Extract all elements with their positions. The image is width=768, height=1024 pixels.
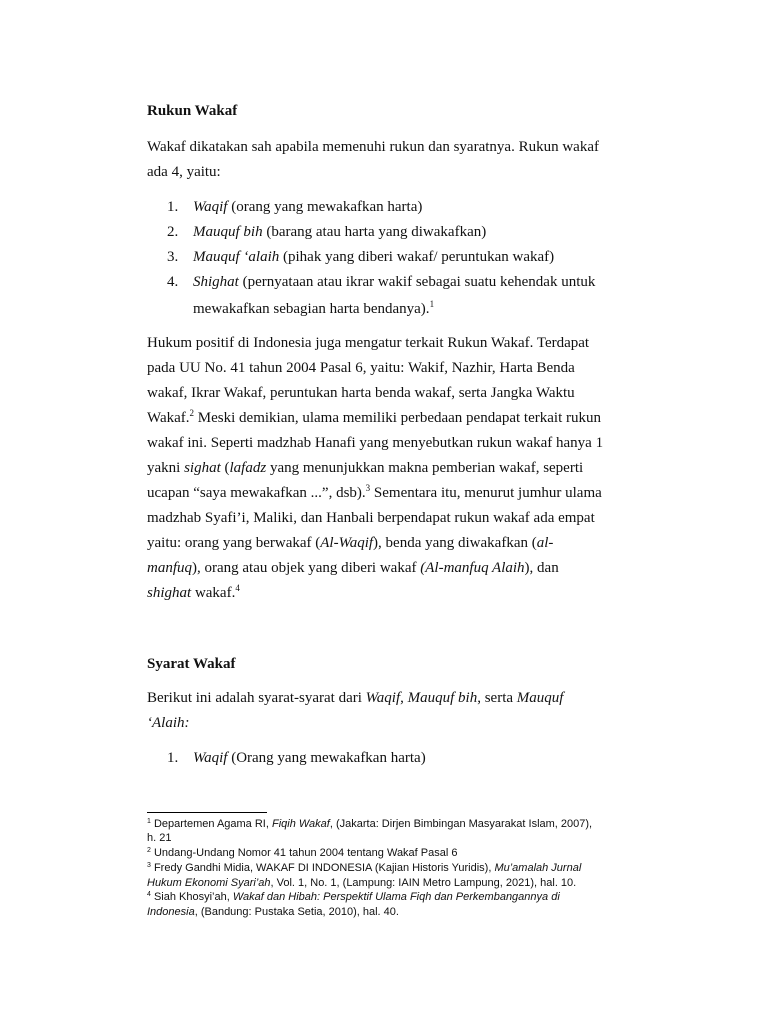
footnote-marker: 1 xyxy=(147,818,151,825)
paragraph-line: pada UU No. 41 tahun 2004 Pasal 6, yaitu: Wakif, Nazhir, Harta Benda xyxy=(147,360,575,376)
paragraph-line xyxy=(147,461,583,476)
list-item xyxy=(193,275,595,290)
list-term: Shighat xyxy=(193,274,239,290)
text-run: yakni xyxy=(147,460,185,476)
list-term: Mauquf ‘alaih xyxy=(193,249,280,265)
section-heading-syarat: Syarat Wakaf xyxy=(147,656,236,672)
text-run: yaitu: orang yang berwakaf ( xyxy=(147,535,321,551)
italic-term: Mauquf xyxy=(516,690,564,706)
italic-term: manfuq xyxy=(147,560,192,576)
footnote-marker: 2 xyxy=(147,847,151,854)
italic-term: Wakaf dan Hibah: Perspektif Ulama Fiqh dan Perkembangannya di xyxy=(232,891,560,903)
italic-term: Mu’amalah Jurnal xyxy=(494,862,582,874)
list-item-continuation xyxy=(193,299,435,317)
text-run: Berikut ini adalah syarat-syarat dari xyxy=(147,690,366,706)
italic-term: Fiqih Wakaf xyxy=(271,818,330,830)
text-run: Fredy Gandhi Midia, WAKAF DI INDONESIA (Kajian Historis Yuridis), xyxy=(150,862,495,874)
text-run: , (Bandung: Pustaka Setia, 2010), hal. 40. xyxy=(194,906,399,918)
text-run: ), benda yang diwakafkan ( xyxy=(373,535,537,551)
text-run: ucapan “saya mewakafkan ...”, dsb). xyxy=(147,485,366,501)
italic-term: Mauquf bih xyxy=(407,690,478,706)
paragraph-line xyxy=(147,583,240,601)
footnote-1 xyxy=(147,819,592,830)
list-text: (Orang yang mewakafkan harta) xyxy=(227,750,426,766)
italic-term: lafadz xyxy=(229,460,267,476)
paragraph-line: madzhab Syafi’i, Maliki, dan Hanbali berpendapat rukun wakaf ada empat xyxy=(147,510,595,526)
footnote-separator xyxy=(147,812,267,813)
list-item xyxy=(193,200,422,215)
text-run: wakaf. xyxy=(191,585,236,601)
paragraph-line: Wakaf dikatakan sah apabila memenuhi rukun dan syaratnya. Rukun wakaf xyxy=(147,139,599,155)
italic-term: sighat xyxy=(184,460,221,476)
list-text: (pernyataan atau ikrar wakif sebagai suatu kehendak untuk xyxy=(238,274,596,290)
paragraph-line: Hukum positif di Indonesia juga mengatur terkait Rukun Wakaf. Terdapat xyxy=(147,335,590,351)
footnote-ref[interactable]: 1 xyxy=(429,299,435,309)
list-term: Mauquf bih xyxy=(193,224,263,240)
list-item xyxy=(193,225,486,240)
paragraph-line xyxy=(147,483,602,501)
list-number: 2. xyxy=(167,224,179,240)
paragraph-line xyxy=(147,536,553,551)
footnote-1-continuation: h. 21 xyxy=(147,832,172,844)
list-item xyxy=(193,250,554,265)
list-number: 1. xyxy=(167,199,179,215)
text-run: , serta xyxy=(477,690,517,706)
paragraph-line xyxy=(147,561,559,576)
text-run: , Vol. 1, No. 1, (Lampung: IAIN Metro Lampung, 2021), hal. 10. xyxy=(270,877,577,889)
list-text: (pihak yang diberi wakaf/ peruntukan wakaf) xyxy=(279,249,555,265)
footnote-marker: 3 xyxy=(147,862,151,869)
footnote-ref[interactable]: 3 xyxy=(365,483,371,493)
list-item xyxy=(193,751,426,766)
italic-term: al- xyxy=(536,535,554,551)
italic-term: (Al-manfuq Alaih xyxy=(420,560,525,576)
list-text: (orang yang mewakafkan harta) xyxy=(227,199,423,215)
footnote-marker: 4 xyxy=(147,891,151,898)
text-run: Departemen Agama RI, xyxy=(150,818,272,830)
italic-term: Hukum Ekonomi Syari’ah xyxy=(147,877,271,889)
footnote-2 xyxy=(147,848,457,859)
paragraph-line xyxy=(147,691,563,706)
italic-term: Al-Waqif xyxy=(320,535,374,551)
footnote-4 xyxy=(147,892,560,903)
text-run: Sementara itu, menurut jumhur ulama xyxy=(370,485,602,501)
list-term: Waqif xyxy=(193,199,228,215)
paragraph-line xyxy=(147,408,601,426)
footnote-3-continuation xyxy=(147,878,576,889)
section-heading-rukun: Rukun Wakaf xyxy=(147,103,238,119)
italic-term: Waqif xyxy=(365,690,401,706)
text-run: Meski demikian, ulama memiliki perbedaan pendapat terkait rukun xyxy=(194,410,601,426)
footnote-4-continuation xyxy=(147,907,399,918)
list-number: 3. xyxy=(167,249,179,265)
text-run: , xyxy=(400,690,408,706)
text-run: ), dan xyxy=(524,560,559,576)
text-run: , (Jakarta: Dirjen Bimbingan Masyarakat Islam, 2007), xyxy=(329,818,593,830)
paragraph-line xyxy=(147,716,190,731)
list-text: (barang atau harta yang diwakafkan) xyxy=(262,224,487,240)
italic-term: Indonesia xyxy=(147,906,195,918)
list-text: mewakafkan sebagian harta bendanya). xyxy=(193,301,430,317)
list-number: 4. xyxy=(167,274,179,290)
text-run: ), orang atau objek yang diberi wakaf xyxy=(192,560,421,576)
text-run: Undang-Undang Nomor 41 tahun 2004 tentang Wakaf Pasal 6 xyxy=(150,847,458,859)
list-term: Waqif xyxy=(193,750,228,766)
text-run: Wakaf. xyxy=(147,410,190,426)
paragraph-line: ada 4, yaitu: xyxy=(147,164,221,180)
paragraph-line: wakaf ini. Seperti madzhab Hanafi yang menyebutkan rukun wakaf hanya 1 xyxy=(147,435,604,451)
footnote-ref[interactable]: 2 xyxy=(189,408,195,418)
italic-term: shighat xyxy=(147,585,192,601)
list-number: 1. xyxy=(167,750,179,766)
text-run: yang menunjukkan makna pemberian wakaf, seperti xyxy=(266,460,584,476)
footnote-ref[interactable]: 4 xyxy=(235,583,240,593)
text-run: ( xyxy=(220,460,230,476)
paragraph-line: wakaf, Ikrar Wakaf, peruntukan harta benda wakaf, serta Jangka Waktu xyxy=(147,385,575,401)
italic-term: ‘Alaih: xyxy=(147,715,190,731)
footnote-3 xyxy=(147,863,581,874)
text-run: Siah Khosyi’ah, xyxy=(150,891,233,903)
